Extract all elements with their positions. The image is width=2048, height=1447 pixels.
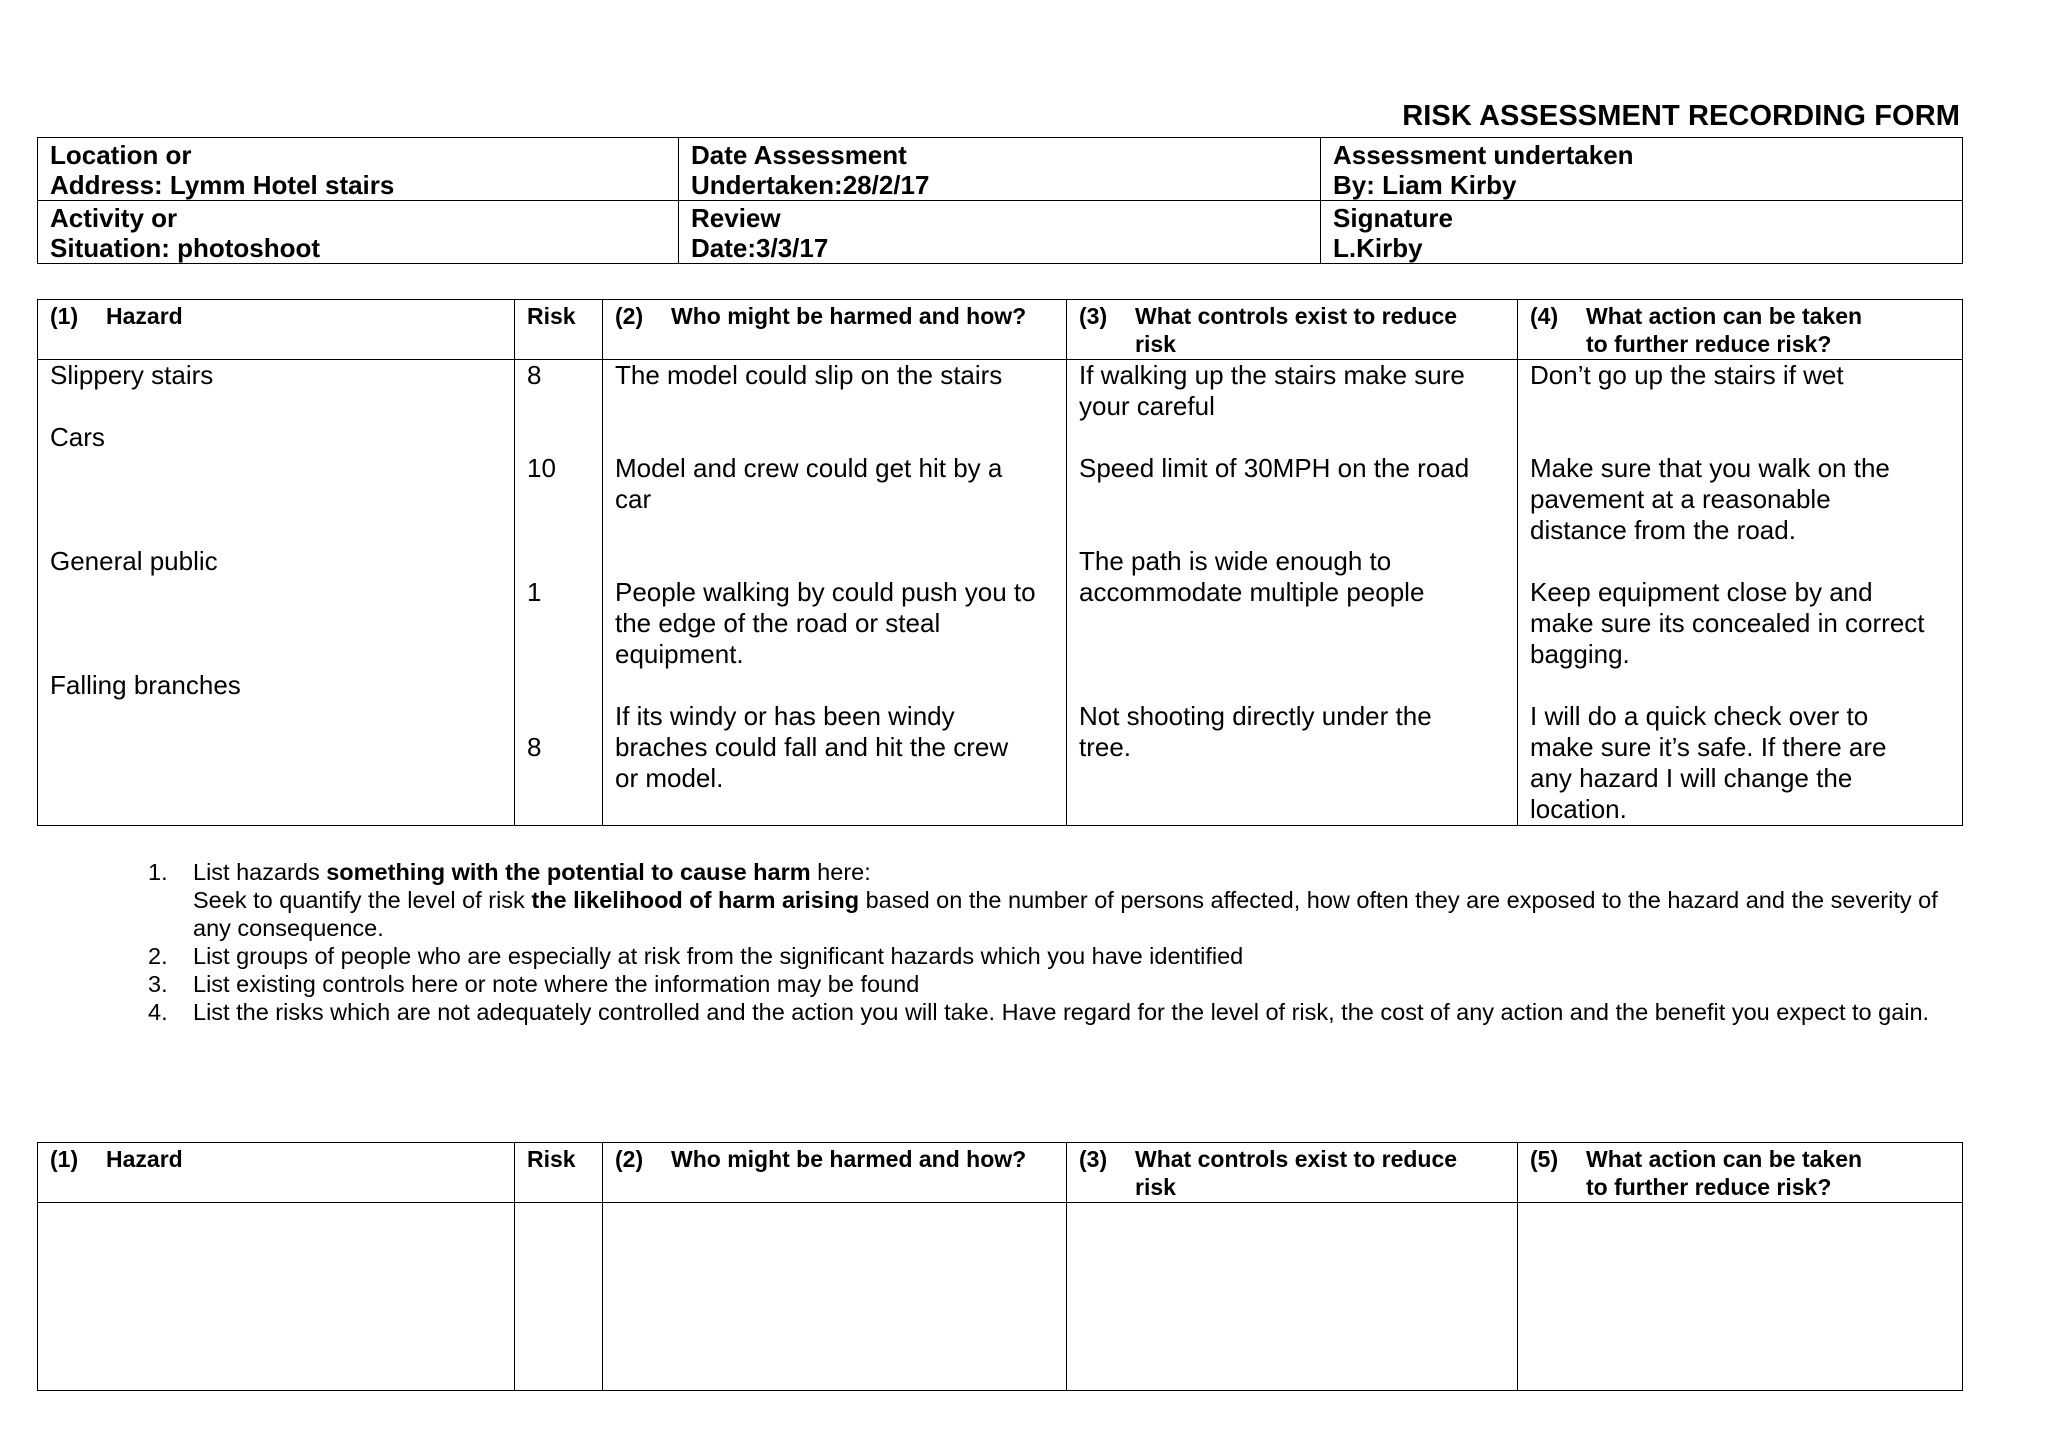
assessor-value: By: Liam Kirby [1333,170,1517,200]
assessor-label: Assessment undertaken [1333,140,1634,170]
hazard-table [37,299,1963,826]
note-number: 3. [148,971,168,997]
review-label: Review [691,203,781,233]
header-hazard-label: Hazard [106,1146,183,1172]
header-hazard-num: (1) [50,1146,79,1172]
location-value: Address: Lymm Hotel stairs [50,170,395,200]
who-item: People walking by could push you to the edge of the road or steal equipment. [615,577,1036,669]
header-action-label: What action can be taken [1586,1146,1863,1172]
header-who-num: (2) [615,303,644,329]
header-action-label-cont: to further reduce risk? [1586,1174,1832,1200]
note-3 [148,970,1968,998]
header-hazard-num: (1) [50,303,79,329]
note-text: Seek to quantify the level of risk [193,887,532,913]
note-2 [148,942,1968,970]
hazard-item: Falling branches [50,670,241,700]
activity-cell [38,201,679,264]
hazard-table-header [38,300,1963,360]
header-controls [1067,1143,1518,1203]
action-item: I will do a quick check over to make sure it’s safe. If there are any hazard I will change the location. [1530,701,1887,824]
info-row-1 [38,138,1963,201]
header-action-label: What action can be taken [1586,303,1863,329]
blank-hazard-cell[interactable] [38,1203,515,1391]
form-title: RISK ASSESSMENT RECORDING FORM [1402,100,1960,132]
guidance-notes [148,858,1968,1026]
header-controls-num: (3) [1079,303,1108,329]
header-controls-label: What controls exist to reduce [1135,303,1458,329]
header-action [1518,300,1963,360]
control-item: If walking up the stairs make sure your careful [1079,360,1465,421]
signature-cell [1321,201,1963,264]
header-controls-label-cont: risk [1135,331,1176,357]
control-item: The path is wide enough to accommodate multiple people [1079,546,1425,607]
activity-value: Situation: photoshoot [50,233,321,263]
header-action-num: (5) [1530,1146,1559,1172]
blank-who-cell[interactable] [603,1203,1067,1391]
assessment-info-table [37,137,1963,264]
signature-value: L.Kirby [1333,233,1423,263]
hazard-table-blank-header [38,1143,1963,1203]
controls-column [1067,360,1518,826]
header-risk: Risk [515,1143,603,1203]
header-action [1518,1143,1963,1203]
header-controls-label-cont: risk [1135,1174,1176,1200]
blank-risk-cell[interactable] [515,1203,603,1391]
signature-label: Signature [1333,203,1453,233]
hazard-item: General public [50,546,218,576]
note-number: 4. [148,999,168,1025]
blank-controls-cell[interactable] [1067,1203,1518,1391]
action-item: Keep equipment close by and make sure its concealed in correct bagging. [1530,577,1925,669]
note-text: List existing controls here or note where the information may be found [193,971,920,997]
who-item: The model could slip on the stairs [615,360,1003,390]
risk-column [515,360,603,826]
header-action-label-cont: to further reduce risk? [1586,331,1832,357]
risk-value: 1 [527,577,542,607]
date-assessment-cell [679,138,1321,201]
note-emphasis: something with the potential to cause harm [326,859,811,885]
location-label: Location or [50,140,192,170]
note-text: based on the number of persons affected, how often they are exposed to the hazard and the severity of any consequence. [193,887,1938,941]
header-hazard-label: Hazard [106,303,183,329]
who-column [603,360,1067,826]
note-emphasis: the likelihood of harm arising [531,887,860,913]
location-cell [38,138,679,201]
assessor-cell [1321,138,1963,201]
header-who [603,300,1067,360]
review-date-cell [679,201,1321,264]
blank-action-cell[interactable] [1518,1203,1963,1391]
hazard-column [38,360,515,826]
hazard-table-blank [37,1142,1963,1391]
header-controls-label: What controls exist to reduce [1135,1146,1458,1172]
risk-value: 8 [527,732,542,762]
blank-entry-row [38,1203,1963,1391]
activity-label: Activity or [50,203,178,233]
hazard-item: Cars [50,422,105,452]
note-text: List hazards [193,859,327,885]
info-row-2 [38,201,1963,264]
header-hazard [38,300,515,360]
date-value: Undertaken:28/2/17 [691,170,930,200]
header-risk: Risk [515,300,603,360]
who-item: Model and crew could get hit by a car [615,453,1003,514]
control-item: Speed limit of 30MPH on the road [1079,453,1470,483]
action-item: Make sure that you walk on the pavement at a reasonable distance from the road. [1530,453,1890,545]
header-who [603,1143,1067,1203]
note-number: 1. [148,859,168,885]
action-item: Don’t go up the stairs if wet [1530,360,1844,390]
review-value: Date:3/3/17 [691,233,829,263]
note-text: List groups of people who are especially at risk from the significant hazards which you have identified [193,943,1244,969]
who-item: If its windy or has been windy braches could fall and hit the crew or model. [615,701,1009,793]
hazard-item: Slippery stairs [50,360,214,390]
action-column [1518,360,1963,826]
note-text: List the risks which are not adequately controlled and the action you will take. Have regard for the level of risk, the cost of any action and the benefit you expect to gain. [193,999,1930,1025]
header-hazard [38,1143,515,1203]
header-who-label: Who might be harmed and how? [671,303,1027,329]
note-4 [148,998,1968,1026]
header-who-label: Who might be harmed and how? [671,1146,1027,1172]
control-item: Not shooting directly under the tree. [1079,701,1432,762]
header-controls-num: (3) [1079,1146,1108,1172]
header-who-num: (2) [615,1146,644,1172]
risk-value: 8 [527,360,542,390]
hazard-table-body [38,360,1963,826]
note-1 [148,858,1968,942]
header-action-num: (4) [1530,303,1559,329]
note-number: 2. [148,943,168,969]
risk-value: 10 [527,453,556,483]
date-label: Date Assessment [691,140,907,170]
note-text: here: [810,859,871,885]
header-controls [1067,300,1518,360]
